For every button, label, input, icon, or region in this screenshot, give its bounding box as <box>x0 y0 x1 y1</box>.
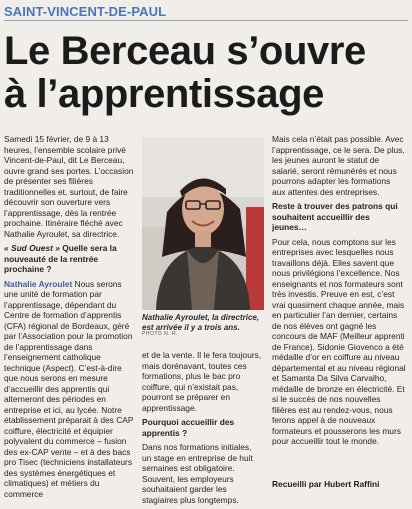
question-source: « Sud Ouest » <box>4 243 60 253</box>
question-1-text: Quelle sera la nouveauté de la rentrée prochaine ? <box>4 243 117 274</box>
article-column-2 <box>142 350 262 509</box>
portrait-photo <box>142 137 264 310</box>
section-kicker: SAINT-VINCENT-DE-PAUL <box>4 4 167 19</box>
question-3: Reste à trouver des patrons qui souhaitent accueillir des jeunes… <box>272 201 398 232</box>
photo-credit: PHOTO N. R. <box>142 331 178 337</box>
question-2: Pourquoi accueillir des apprentis ? <box>142 417 235 438</box>
photo-caption: Nathalie Ayroulet, la directrice, est arrivée il y a trois ans. <box>142 313 260 332</box>
interviewee-name: Nathalie Ayroulet <box>4 278 73 289</box>
answer-1-text: Nous serons une unité de formation par l’apprentissage, dépendant du Centre de formation d’apprentis (CFA) régional de Bordeaux, géré par l’Association pour la promotion de l’apprentissage dans l’enseignement catholique technique (Aspect). C’est-à-dire que nous serons en mesure d’accueillir des apprentis qui alterneront des périodes en entreprise et ici, au lycée. Notre établissement préparait à des CAP coiffure, électricité et équipier polyvalent du commerce – fusion des ex-CAP vente – et à des bacs pro Tisec (techniciens installateurs des systèmes énergétiques et climatiques) et métiers du commerce <box>4 278 134 499</box>
article-headline <box>4 30 408 116</box>
answer-1 <box>4 279 136 500</box>
answer-1-continued: et de la vente. Il le fera toujours, mais dorénavant, toutes ces formations, plus le bac pro coiffure, qui n’existait pas, pourront se préparer en apprentissage. <box>142 350 262 413</box>
answer-3: Pour cela, nous comptons sur les entreprises avec lesquelles nous travaillons déjà. Elles savent que nous privilégions l’excellence. Nos enseignants et nos formateurs sont très investis. Preuve en est, c’est vrai quasiment chaque année, mais en particulier l’an dernier, certains de nos élèves ont gagné les concours de MAF (Meilleur apprenti de France). Sidonie Giovenco a été médaille d’or en coiffure au niveau départemental et au niveau régional et Samanta Da Silva Carvalho, médaille de bronze en électricité. Et si le succès de nos nouvelles filières est au rendez-vous, nous ferons appel à de nouveaux formateurs et pousserons les murs pour accueillir tout le monde. <box>272 236 406 446</box>
article-signature: Recueilli par Hubert Raffini <box>272 479 380 489</box>
question-1 <box>4 243 136 275</box>
answer-2: Dans nos formations initiales, un stage en entreprise de huit semaines est obligatoire. Souvent, les employeurs souhaitaient garder les stagiaires plus longtemps. <box>142 442 253 505</box>
answer-2-continued: Mais cela n’était pas possible. Avec l’apprentissage, ce le sera. De plus, les jeunes auront le statut de salarié, seront rémunérés et nous pourrons adapter les formations aux attentes des entreprises. <box>272 134 405 197</box>
article-column-3 <box>272 134 406 451</box>
kicker-divider <box>4 20 408 21</box>
intro-paragraph: Samedi 15 février, de 9 à 13 heures, l’ensemble scolaire privé Vincent-de-Paul, dit Le Berceau, ouvre grand ses portes. L’occasion de présenter ses filières traditionnelles et, surtout, de faire découvrir son ouverture vers l’apprentissage, dès la rentrée prochaine. Itinéraire fléché avec Nathalie Ayroulet, sa directrice. <box>4 134 134 239</box>
headline-line-1: Le Berceau s’ouvre <box>4 29 366 73</box>
headline-line-2: à l’apprentissage <box>4 72 324 116</box>
article-column-1 <box>4 134 136 503</box>
